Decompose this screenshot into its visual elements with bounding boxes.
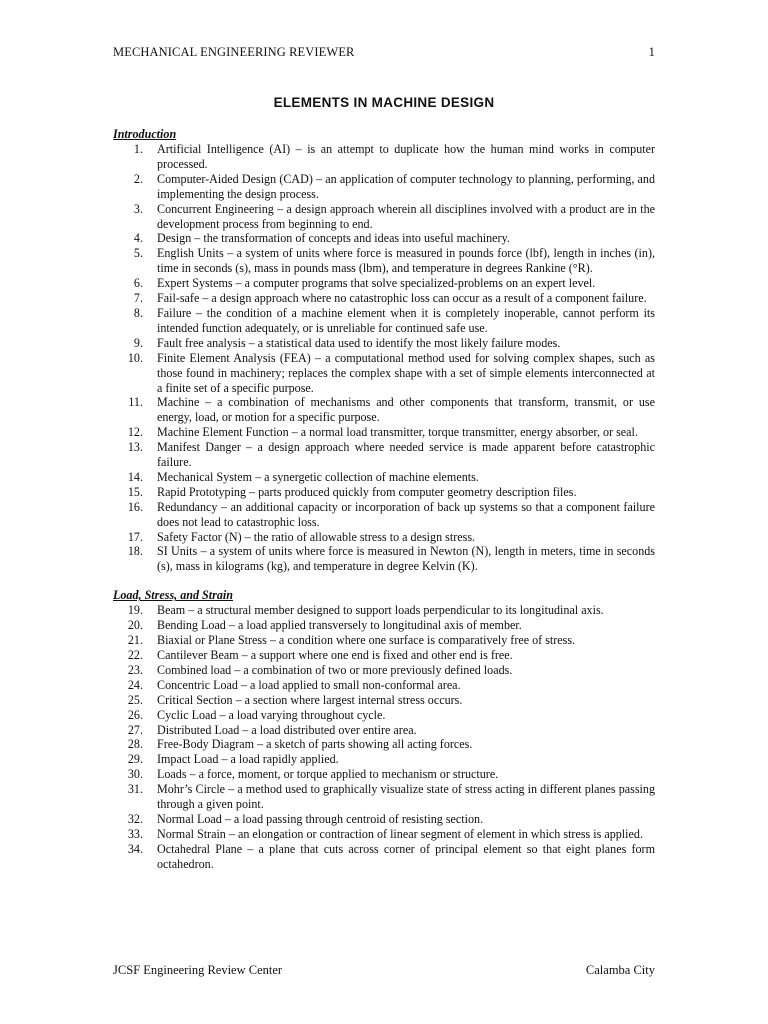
list-item-number-text: 19. [127, 603, 143, 618]
list-item [113, 202, 655, 232]
list-item-number-text: 7. [133, 291, 143, 306]
header-title: MECHANICAL ENGINEERING REVIEWER [113, 45, 355, 59]
list-item-text: Design – the transformation of concepts and ideas into useful machinery. [157, 231, 510, 246]
list-item-text: Bending Load – a load applied transversely to longitudinal axis of member. [157, 618, 522, 633]
list-item-text: Computer-Aided Design (CAD) – an application of computer technology to planning, performing, and implementing the design process. [157, 171, 655, 201]
section-gap [113, 574, 655, 588]
list-item-text: Concentric Load – a load applied to small non-conformal area. [157, 677, 461, 692]
list-item [113, 633, 655, 648]
list-item-number-text: 11. [128, 395, 143, 410]
list-item-text: Cyclic Load – a load varying throughout cycle. [157, 707, 386, 722]
document-title: ELEMENTS IN MACHINE DESIGN [273, 95, 495, 110]
list-item-number-text: 25. [127, 692, 143, 707]
list-item-text: Normal Strain – an elongation or contraction of linear segment of element in which stress is applied. [157, 826, 643, 841]
list-item-number [113, 752, 157, 767]
list-item-number-text: 32. [127, 811, 143, 826]
list-item-number [113, 470, 157, 485]
list-item-number [113, 485, 157, 500]
list-item [113, 827, 655, 842]
list-item-text: Machine – a combination of mechanisms and other components that transform, transmit, or use energy, load, or motion for a specific purpose. [157, 395, 655, 425]
list-item-number-text: 22. [127, 648, 143, 662]
list-item-number [113, 291, 157, 306]
list-item [113, 544, 655, 574]
list-item-number-text: 15. [127, 484, 143, 499]
list-item-text: Distributed Load – a load distributed over entire area. [157, 722, 417, 737]
list-item-text: Impact Load – a load rapidly applied. [157, 752, 339, 767]
list-item-number [113, 633, 157, 648]
list-item-number-text: 16. [127, 499, 143, 514]
list-item-number [113, 782, 157, 797]
list-item [113, 782, 655, 812]
section [113, 127, 655, 574]
list-item-number-text: 1. [133, 142, 143, 156]
list-item-number-text: 24. [127, 677, 143, 692]
list-item-number-text: 13. [127, 440, 143, 455]
list-item [113, 618, 655, 633]
list-item [113, 142, 655, 172]
list-item-text: Mechanical System – a synergetic collection of machine elements. [157, 469, 479, 484]
list-item-number-text: 4. [133, 231, 143, 246]
list-item-text: Redundancy – an additional capacity or incorporation of back up systems so that a component failure does not lead to catastrophic loss. [157, 499, 655, 529]
page-footer [113, 963, 655, 978]
list-item-text: Fault free analysis – a statistical data used to identify the most likely failure modes. [157, 335, 561, 350]
list-item-number-text: 33. [127, 826, 143, 841]
list-item-number [113, 842, 157, 857]
list-item-text: Critical Section – a section where largest internal stress occurs. [157, 692, 463, 707]
footer-left: JCSF Engineering Review Center [113, 963, 283, 977]
list-item-number-text: 6. [133, 276, 143, 291]
list-item-text: Artificial Intelligence (AI) – is an attempt to duplicate how the human mind works in computer processed. [157, 142, 655, 171]
list-item [113, 752, 655, 767]
list-item-text: Fail-safe – a design approach where no catastrophic loss can occur as a result of a component failure. [157, 291, 647, 306]
list-item [113, 306, 655, 336]
list-item-number [113, 737, 157, 752]
list-item-number-text: 9. [133, 335, 143, 350]
list-item [113, 172, 655, 202]
list-item-number [113, 530, 157, 545]
list-item-number [113, 663, 157, 678]
list-item-text: Rapid Prototyping – parts produced quickly from computer geometry description files. [157, 484, 577, 499]
list-item-text: English Units – a system of units where force is measured in pounds force (lbf), length in inches (in), time in seconds (s), mass in pounds mass (lbm), and temperature in degrees Rankine (°R). [157, 246, 655, 276]
list-item-number [113, 648, 157, 663]
list-item [113, 708, 655, 723]
list-item-number [113, 708, 157, 723]
list-item-number-text: 23. [127, 662, 143, 677]
list-item-number [113, 500, 157, 515]
list-item-number [113, 812, 157, 827]
list-item-number [113, 723, 157, 738]
document-body [113, 127, 655, 872]
list-item-number-text: 31. [127, 782, 143, 797]
list-item-number-text: 8. [133, 305, 143, 320]
list-item-text: Manifest Danger – a design approach where needed service is made apparent before catastrophic failure. [157, 440, 655, 470]
list-item [113, 648, 655, 663]
section-heading: Introduction [113, 127, 177, 141]
list-item-text: Beam – a structural member designed to support loads perpendicular to its longitudinal axis. [157, 603, 604, 618]
list-item-number [113, 306, 157, 321]
list-item-number [113, 678, 157, 693]
list-item-text: Cantilever Beam – a support where one end is fixed and other end is free. [157, 648, 513, 662]
list-item-text: Combined load – a combination of two or more previously defined loads. [157, 662, 513, 677]
list-item-number-text: 26. [127, 707, 143, 722]
list-item-number-text: 10. [127, 350, 143, 365]
list-item-text: Mohr’s Circle – a method used to graphically visualize state of stress acting in different planes passing through a given point. [157, 782, 655, 812]
list-item-number [113, 351, 157, 366]
list-item-number [113, 425, 157, 440]
list-item-text: Loads – a force, moment, or torque applied to mechanism or structure. [157, 767, 499, 782]
section [113, 588, 655, 871]
list-item-text: Concurrent Engineering – a design approach wherein all disciplines involved with a product are in the development process from beginning to end. [157, 201, 655, 231]
list-item-number-text: 34. [127, 841, 143, 856]
list-item [113, 723, 655, 738]
section-heading: Load, Stress, and Strain [113, 588, 233, 603]
list-item-number [113, 142, 157, 157]
list-item-text: SI Units – a system of units where force is measured in Newton (N), length in meters, time in seconds (s), mass in kilograms (kg), and temperature in degree Kelvin (K). [157, 544, 655, 574]
list-item-number [113, 603, 157, 618]
list-item [113, 231, 655, 246]
list-item [113, 812, 655, 827]
list-item-text: Failure – the condition of a machine element when it is completely inoperable, cannot perform its intended function adequately, or is unreliable for continued safe use. [157, 305, 655, 335]
list-item-number-text: 27. [127, 722, 143, 737]
list-item-number [113, 693, 157, 708]
list-item [113, 470, 655, 485]
list-item-number [113, 202, 157, 217]
list-item-number-text: 20. [127, 618, 143, 633]
list-item [113, 530, 655, 545]
list-item-number-text: 14. [127, 469, 143, 484]
list-item-number-text: 18. [127, 544, 143, 559]
page-number: 1 [648, 45, 655, 59]
list-item [113, 351, 655, 396]
list-item-text: Octahedral Plane – a plane that cuts across corner of principal element so that eight planes form octahedron. [157, 841, 655, 871]
list-item-number [113, 618, 157, 633]
definition-list [113, 142, 655, 574]
list-item [113, 678, 655, 693]
list-item-number-text: 28. [127, 737, 143, 752]
list-item [113, 395, 655, 425]
list-item-number [113, 395, 157, 410]
footer-right: Calamba City [585, 963, 655, 977]
list-item [113, 693, 655, 708]
list-item-text: Machine Element Function – a normal load transmitter, torque transmitter, energy absorber, or seal. [157, 425, 638, 440]
list-item-number-text: 2. [133, 171, 143, 186]
list-item [113, 291, 655, 306]
list-item-number [113, 767, 157, 782]
list-item [113, 336, 655, 351]
list-item-number [113, 544, 157, 559]
list-item-number [113, 246, 157, 261]
list-item [113, 737, 655, 752]
list-item-number [113, 172, 157, 187]
list-item [113, 425, 655, 440]
list-item-number [113, 231, 157, 246]
list-item-number-text: 3. [133, 201, 143, 216]
list-item [113, 440, 655, 470]
list-item-number-text: 29. [127, 752, 143, 767]
list-item-number [113, 276, 157, 291]
list-item [113, 485, 655, 500]
list-item-number [113, 440, 157, 455]
list-item [113, 842, 655, 872]
definition-list [113, 603, 655, 871]
list-item-text: Safety Factor (N) – the ratio of allowable stress to a design stress. [157, 529, 476, 544]
list-item-number-text: 21. [127, 633, 143, 648]
list-item-text: Biaxial or Plane Stress – a condition where one surface is comparatively free of stress. [157, 633, 576, 648]
list-item-number-text: 12. [127, 425, 143, 440]
list-item [113, 767, 655, 782]
list-item-number-text: 17. [127, 529, 143, 544]
list-item-number [113, 827, 157, 842]
list-item-text: Expert Systems – a computer programs that solve specialized-problems on an expert level. [157, 276, 596, 291]
list-item-text: Finite Element Analysis (FEA) – a computational method used for solving complex shapes, such as those found in machinery; replaces the complex shape with a set of simple elements interconnected at a finite set of a specific purpose. [157, 350, 655, 395]
page-header [113, 45, 655, 60]
list-item [113, 276, 655, 291]
list-item [113, 663, 655, 678]
list-item-text: Free-Body Diagram – a sketch of parts showing all acting forces. [157, 737, 473, 752]
list-item [113, 246, 655, 276]
list-item-number [113, 336, 157, 351]
list-item-text: Normal Load – a load passing through centroid of resisting section. [157, 811, 484, 826]
list-item-number-text: 30. [127, 767, 143, 782]
list-item [113, 603, 655, 618]
list-item-number-text: 5. [133, 246, 143, 261]
list-item [113, 500, 655, 530]
